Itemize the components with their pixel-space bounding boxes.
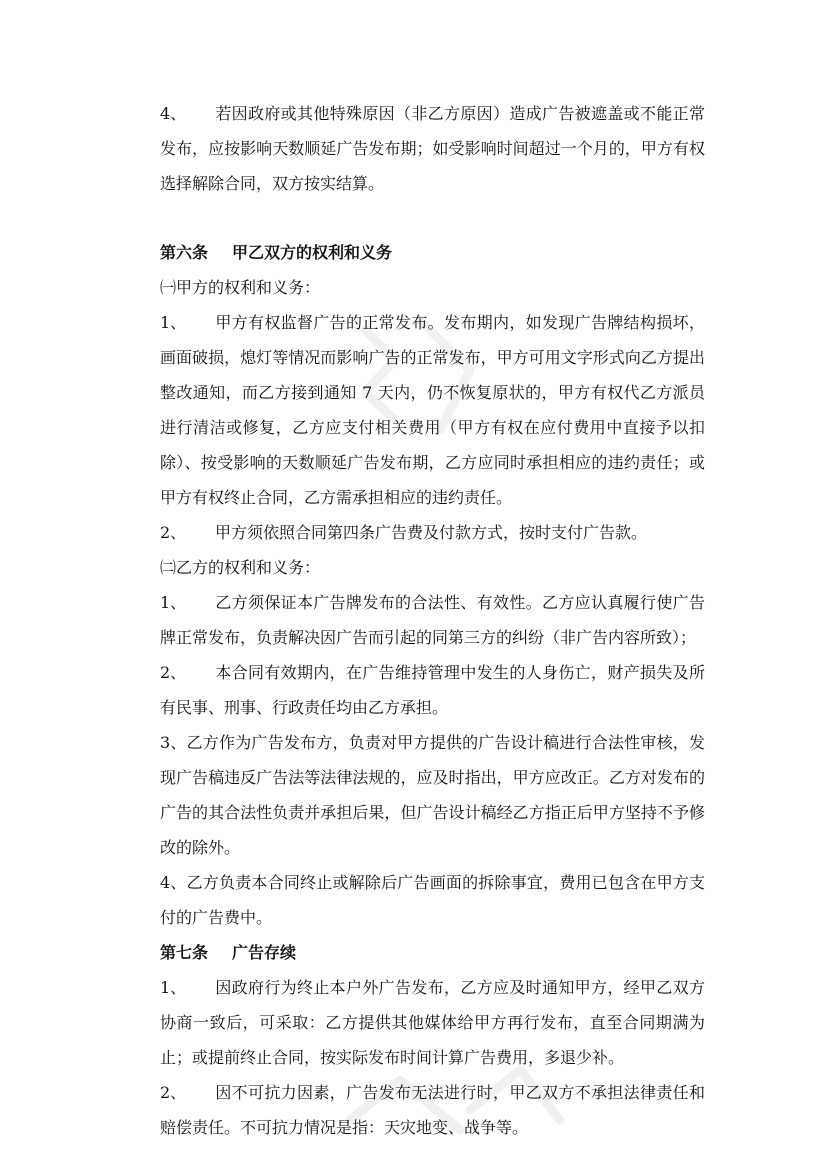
item-number: 2、 <box>160 523 187 542</box>
party-b-item-3 <box>160 725 705 865</box>
item-number: 2、 <box>160 1083 187 1102</box>
item-text: 因政府行为终止本户外广告发布，乙方应及时通知甲方，经甲乙双方协商一致后，可采取：乙方提供其他媒体给甲方再行发布，直至合同期满为止；或提前终止合同，按实际发布时间计算广告费用，多退少补。 <box>160 978 705 1067</box>
item-number: 1、 <box>160 593 187 612</box>
item-number: 1、 <box>160 978 187 997</box>
article-7-item-1 <box>160 970 705 1075</box>
item-number: 2、 <box>160 663 187 682</box>
article-7-heading <box>160 935 705 970</box>
document-body <box>160 96 705 1145</box>
party-b-item-4 <box>160 865 705 935</box>
article-7-item-2 <box>160 1075 705 1145</box>
item-text: 3、乙方作为广告发布方，负责对甲方提供的广告设计稿进行合法性审核，发现广告稿违反广告法等法律法规的，应及时指出，甲方应改正。乙方对发布的广告的其合法性负责并承担后果，但广告设计稿经乙方指正后甲方坚持不予修改的除外。 <box>160 733 705 857</box>
item-text: 乙方须保证本广告牌发布的合法性、有效性。乙方应认真履行使广告牌正常发布，负责解决因广告而引起的同第三方的纠纷（非广告内容所致）； <box>160 593 705 647</box>
item-text: 本合同有效期内，在广告维持管理中发生的人身伤亡，财产损失及所有民事、刑事、行政责任均由乙方承担。 <box>160 663 705 717</box>
article-6-heading <box>160 235 705 270</box>
item-text: 甲方须依照合同第四条广告费及付款方式，按时支付广告款。 <box>215 523 648 542</box>
article-label: 第六条 <box>160 243 209 262</box>
party-b-heading: ㈡乙方的权利和义务： <box>160 558 321 577</box>
item-number: 1、 <box>160 313 187 332</box>
article-title: 甲乙双方的权利和义务 <box>232 243 393 262</box>
item-text: 4、乙方负责本合同终止或解除后广告画面的拆除事宜，费用已包含在甲方支付的广告费中。 <box>160 873 705 927</box>
item-number: 4、 <box>160 104 187 123</box>
article-title: 广告存续 <box>232 943 297 962</box>
article-label: 第七条 <box>160 943 209 962</box>
paragraph-text: 若因政府或其他特殊原因（非乙方原因）造成广告被遮盖或不能正常发布，应按影响天数顺延广告发布期；如受影响时间超过一个月的，甲方有权选择解除合同，双方按实结算。 <box>160 104 705 193</box>
party-b-item-1 <box>160 585 705 655</box>
item-text: 因不可抗力因素，广告发布无法进行时，甲乙双方不承担法律责任和赔偿责任。不可抗力情况是指：天灾地变、战争等。 <box>160 1083 705 1137</box>
party-a-item-2 <box>160 515 705 550</box>
party-a-heading: ㈠甲方的权利和义务： <box>160 278 321 297</box>
party-b-item-2 <box>160 655 705 725</box>
item-text: 甲方有权监督广告的正常发布。发布期内，如发现广告牌结构损坏，画面破损，熄灯等情况而影响广告的正常发布，甲方可用文字形式向乙方提出整改通知，而乙方接到通知 7 天内，仍不恢复原状的，甲方有权代乙方派员进行清洁或修复，乙方应支付相关费用（甲方有权在应付费用中直接予以扣除）、按受影响的天数顺延广告发布期，乙方应同时承担相应的违约责任；或甲方有权终止合同，乙方需承担相应的违约责任。 <box>160 313 705 507</box>
paragraph-4 <box>160 96 705 201</box>
party-a-item-1 <box>160 305 705 515</box>
